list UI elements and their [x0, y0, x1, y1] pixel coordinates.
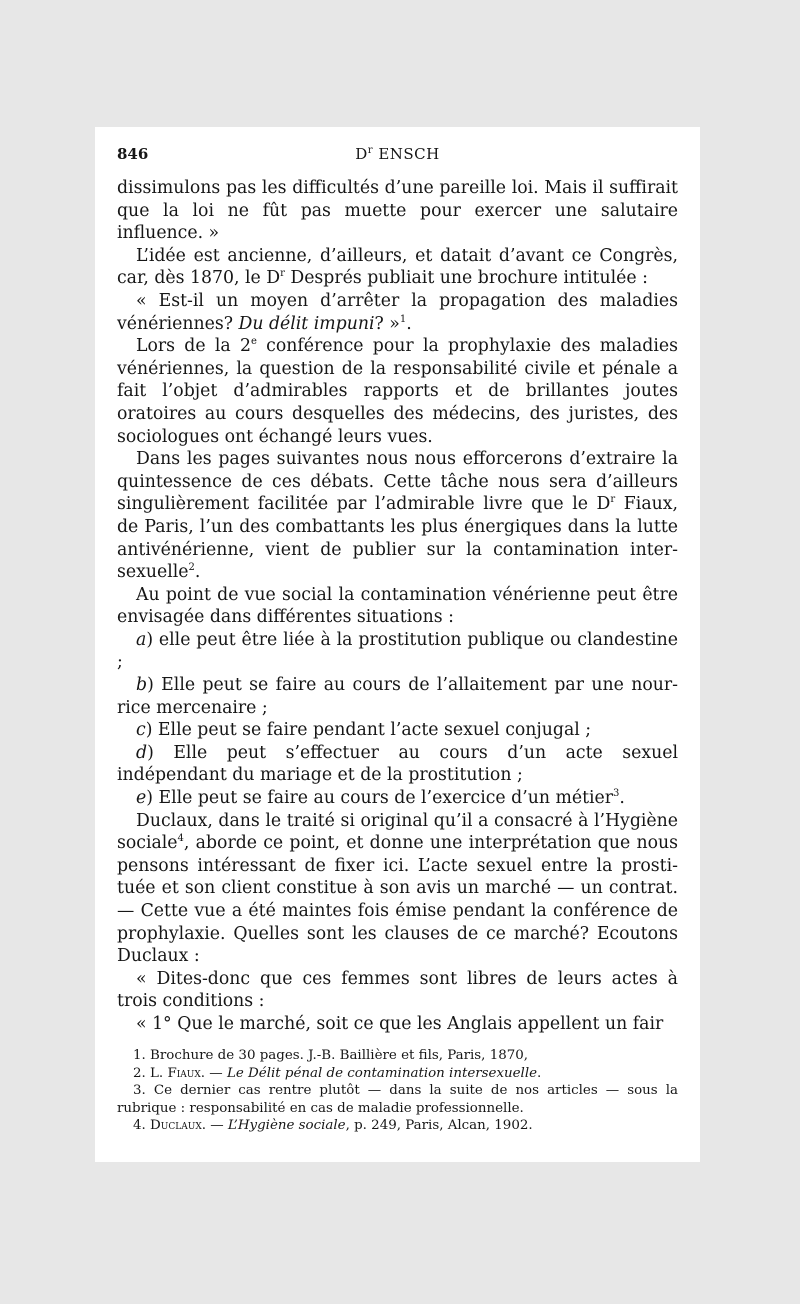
text-run: Duclaux, dans le traité si original qu’il a consacré à l’Hygiène sociale — [117, 810, 678, 854]
text-run: , p. 249, Paris, Alcan, 1902. — [345, 1118, 533, 1134]
superscript: 3 — [613, 788, 620, 800]
text-run: Després publiait une brochure intitulée : — [284, 268, 648, 289]
text-run: Fiaux — [167, 1065, 201, 1081]
text-run: . — [619, 788, 625, 809]
text-run: . — [194, 562, 201, 583]
paragraph — [117, 245, 678, 290]
book-page — [95, 127, 700, 1162]
paragraph — [117, 968, 678, 1013]
text-run: , aborde ce point, et donne une interprétation que nous pensons intéressant de fixer ici. L’acte sexuel entre la prostituée et son client constitue à son avis un marché — un contrat. — Cette vue a été maintes fois émise pendant la conférence de prophylaxie. Quelles sont les clauses de ce marché? Ecoutons Duclaux : — [117, 833, 678, 967]
superscript: 4 — [177, 833, 184, 845]
text-run: dissimulons pas les difficultés d’une pareille loi. Mais il suffirait que la loi ne fût pas muette pour exercer une salutaire influence. » — [117, 178, 678, 244]
text-run: ) Elle peut s’effectuer au cours d’un acte sexuel indépendant du mariage et de la prostitution ; — [117, 742, 678, 786]
italic-text: b — [136, 675, 148, 696]
text-run: L’idée est ancienne, d’ailleurs, et datait d’avant ce Congrès, car, dès 1870, le D — [117, 245, 678, 289]
text-run: ? » — [374, 313, 400, 334]
author-prefix-sup: r — [367, 145, 374, 156]
paragraph — [117, 335, 678, 448]
italic-text: a — [136, 629, 147, 650]
text-run: Duclaux — [150, 1118, 202, 1134]
text-run: ) Elle peut se faire pendant l’acte sexuel conjugal ; — [145, 720, 592, 741]
italic-text: d — [136, 742, 148, 763]
superscript: e — [250, 336, 257, 348]
paragraph — [117, 787, 678, 810]
paragraph — [117, 290, 678, 335]
text-run: « Dites-donc que ces femmes sont libres de leurs actes à trois conditions : — [117, 968, 678, 1012]
text-run: ) Elle peut se faire au cours de l’exercice d’un métier — [146, 788, 614, 809]
footnotes — [117, 1047, 678, 1135]
footnote — [117, 1065, 678, 1083]
text-run: Dans les pages suivantes nous nous efforcerons d’extraire la quintessence de ces débats. Cette tâche nous sera d’ailleurs singulièrement facilitée par l’admirable livre que le D — [117, 449, 678, 515]
footnote — [117, 1117, 678, 1135]
text-run: Fiaux, de Paris, l’un des combattants les plus énergiques dans la lutte antivénérienne, vient de publier sur la contamination intersexuelle — [117, 494, 678, 583]
paragraph — [117, 448, 678, 584]
text-run: 4. — [133, 1118, 151, 1134]
paragraph — [117, 584, 678, 629]
paragraph — [117, 674, 678, 719]
italic-text: c — [136, 720, 146, 741]
text-run: . — [406, 313, 412, 334]
page-number: 846 — [117, 145, 149, 163]
italic-text: L’Hygiène sociale — [227, 1118, 346, 1134]
paragraph — [117, 742, 678, 787]
italic-text: Du délit impuni — [238, 313, 375, 334]
text-run: Au point de vue social la contamination vénérienne peut être envisagée dans différentes situations : — [117, 584, 678, 628]
text-run: ) elle peut être liée à la prostitution publique ou clandestine ; — [117, 629, 678, 673]
text-run: Lors de la 2 — [136, 336, 251, 357]
text-run: . — [537, 1065, 542, 1081]
paragraph — [117, 810, 678, 968]
text-run: 1. Brochure de 30 pages. J.-B. Baillière et fils, Paris, 1870, — [133, 1048, 529, 1063]
body-text — [117, 177, 678, 1036]
text-run: 2. L. — [133, 1065, 168, 1081]
text-run: 3. Ce dernier cas rentre plutôt — dans la suite de nos articles — sous la rubrique : responsabilité en cas de maladie professionnelle. — [117, 1083, 678, 1116]
italic-text: Le Délit pénal de contamination intersexuelle — [226, 1065, 538, 1081]
footnote — [117, 1082, 678, 1117]
paragraph — [117, 1013, 678, 1036]
text-run: « Est-il un moyen d’arrêter la propagation des maladies vénériennes? — [117, 290, 678, 334]
paragraph — [117, 719, 678, 742]
footnote — [117, 1047, 678, 1065]
text-run: « 1° Que le marché, soit ce que les Anglais appellent un fair — [136, 1013, 664, 1034]
paragraph — [117, 629, 678, 674]
running-head — [117, 145, 678, 163]
text-run: ) Elle peut se faire au cours de l’allaitement par une nourrice mercenaire ; — [117, 675, 678, 718]
text-run: . — — [201, 1118, 228, 1134]
superscript: 2 — [188, 562, 195, 574]
paragraph — [117, 177, 678, 245]
author-name: ENSCH — [378, 145, 440, 163]
author-prefix: D — [355, 145, 368, 163]
superscript: r — [610, 494, 616, 506]
page-header — [117, 145, 678, 167]
superscript: 1 — [399, 313, 407, 325]
text-run: . — — [200, 1065, 227, 1081]
superscript: r — [280, 268, 285, 280]
text-run: conférence pour la prophylaxie des maladies vénériennes, la question de la responsabilité civile et pénale a fait l’objet d’admirables rapports et de brillantes joutes oratoires au cours desquelles des médecins, des juristes, des sociologues ont échangé leurs vues. — [117, 336, 678, 447]
italic-text: e — [136, 788, 147, 809]
